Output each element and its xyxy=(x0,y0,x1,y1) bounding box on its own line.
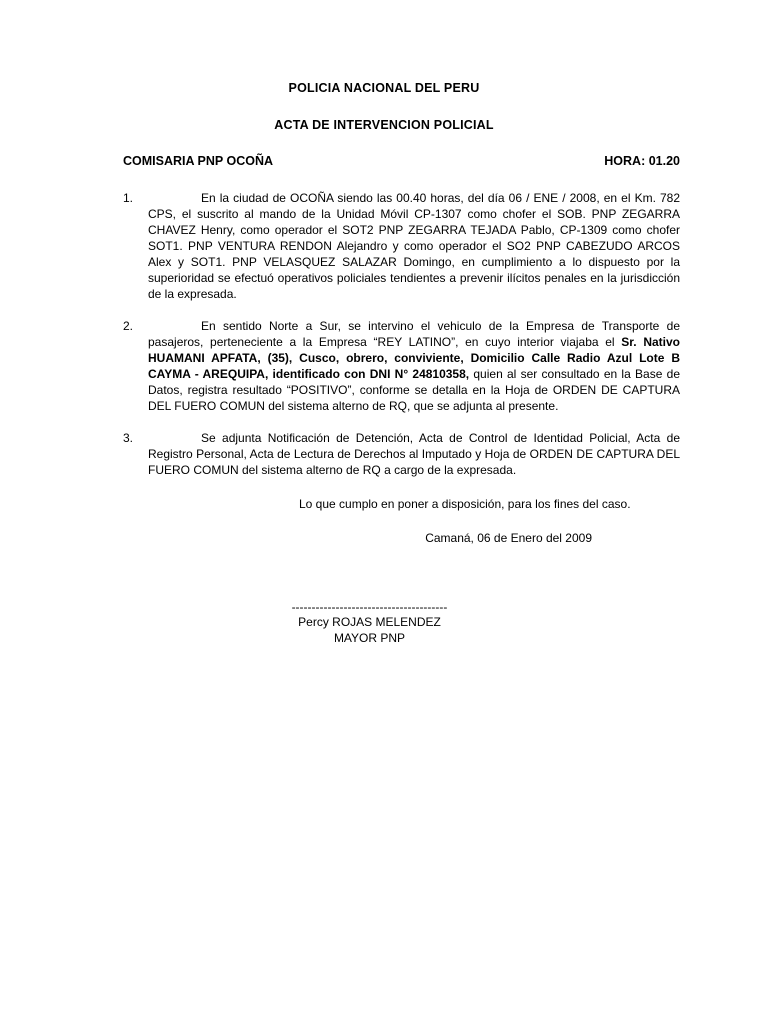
closing-statement: Lo que cumplo en poner a disposición, para los fines del caso. xyxy=(299,496,631,511)
clause-text xyxy=(148,430,680,478)
time-label: HORA: 01.20 xyxy=(604,154,680,168)
clause-number: 1. xyxy=(123,190,134,205)
organization-title: POLICIA NACIONAL DEL PERU xyxy=(288,81,480,95)
document-title: ACTA DE INTERVENCION POLICIAL xyxy=(274,117,494,132)
clause-text-run: quien al ser consultado en la Base de Datos, registra resultado “POSITIVO”, conforme se detalla en la Hoja de ORDEN DE CAPTURA DEL FUERO COMUN del sistema alterno de RQ, que se adjunta al presente. xyxy=(148,366,680,413)
clause-text-run: Se adjunta Notificación de Detención, Acta de Control de Identidad Policial, Acta de Registro Personal, Acta de Lectura de Derechos al Imputado y Hoja de ORDEN DE CAPTURA DEL FUERO COMUN del sistema alterno de RQ a cargo de la expresada. xyxy=(148,430,680,477)
clause-text-run: En la ciudad de OCOÑA siendo las 00.40 horas, del día 06 / ENE / 2008, en el Km. 782 CPS, el suscrito al mando de la Unidad Móvil CP-1307 como chofer el SOB. PNP ZEGARRA CHAVEZ Henry, como operador el SOT2 PNP ZEGARRA TEJADA Pablo, CP-1309 como chofer SOT1. PNP VENTURA RENDON Alejandro y como operador el SO2 PNP CABEZUDO ARCOS Alex y SOT1. PNP VELASQUEZ SALAZAR Domingo, en cumplimiento a lo dispuesto por la superioridad se efectuó operativos policiales tendientes a prevenir ilícitos penales en la jurisdicción de la expresada. xyxy=(148,190,680,301)
document-body xyxy=(0,190,768,647)
clause-text-run: En sentido Norte a Sur, se intervino el vehiculo de la Empresa de Transporte de pasajeros, perteneciente a la Empresa “REY LATINO”, en cuyo interior viajaba el xyxy=(148,318,680,349)
signature-block xyxy=(123,600,680,647)
header-meta-row xyxy=(0,155,768,168)
clause-item xyxy=(123,318,680,414)
document-header xyxy=(0,0,768,168)
signature-rule: --------------------------------------- xyxy=(291,599,448,614)
clause-item xyxy=(123,190,680,302)
station-label: COMISARIA PNP OCOÑA xyxy=(123,154,274,168)
signatory-rank: MAYOR PNP xyxy=(333,630,406,645)
clause-text xyxy=(148,318,680,414)
place-and-date: Camaná, 06 de Enero del 2009 xyxy=(425,530,592,545)
clause-text xyxy=(148,190,680,302)
clause-item xyxy=(123,430,680,478)
clause-text-emphasis: Sr. Nativo HUAMANI APFATA, (35), Cusco, obrero, conviviente, Domicilio Calle Radio Azul Lote B CAYMA - AREQUIPA, identificado con DNI N° 24810358, xyxy=(148,334,680,381)
signatory-name: Percy ROJAS MELENDEZ xyxy=(298,614,441,629)
clause-number: 2. xyxy=(123,318,134,333)
clause-number: 3. xyxy=(123,430,134,445)
